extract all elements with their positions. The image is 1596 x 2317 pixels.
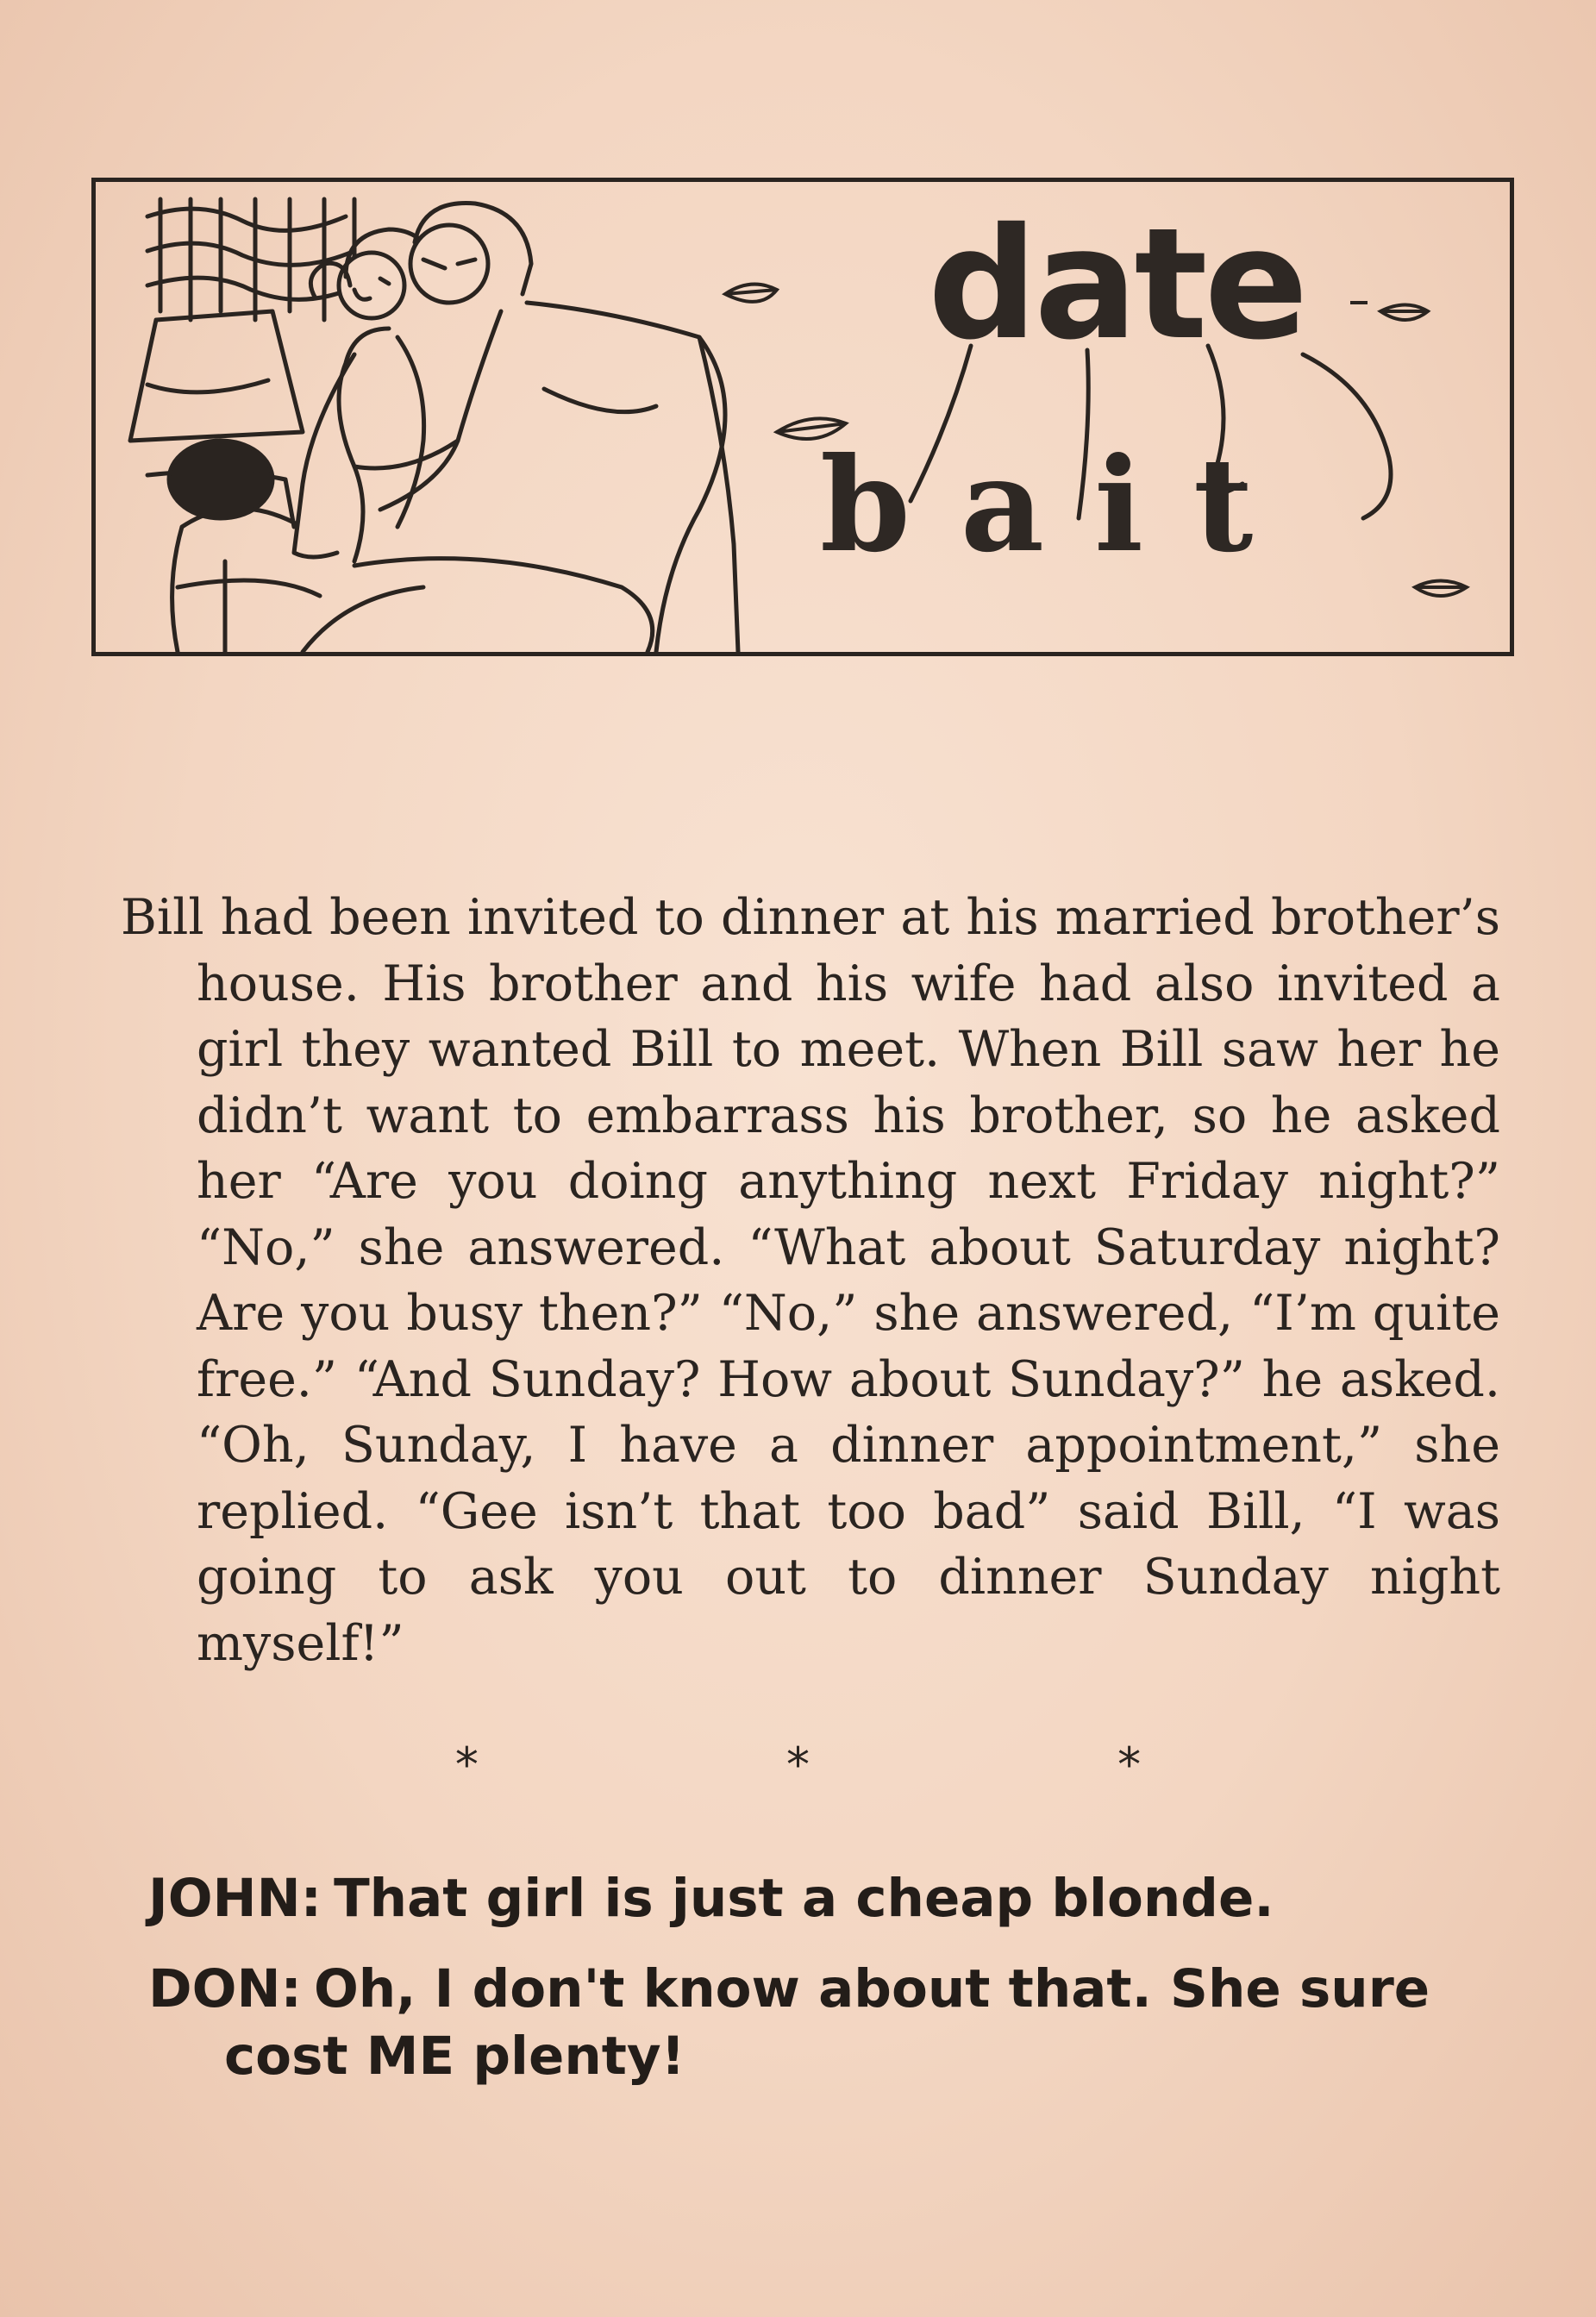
header-illustration-box: [91, 178, 1514, 656]
story-text: had been invited to dinner at his married brother’s house. His brother and his wife had also invited a girl they wanted Bill to meet. When Bill saw her he didn’t want to embarrass his brother, so he asked her “Are you doing anything next Friday night?” “No,” she answered. “What about Saturday night? Are you busy then?” “No,” she answered, “I’m quite free.” “And Sunday? How about Sunday?” he asked. “Oh, Sunday, I have a dinner appointment,” she replied. “Gee isn’t that too bad” said Bill, “I was going to ask you out to dinner Sunday night myself!”: [197, 889, 1500, 1672]
title-bait: bait: [820, 429, 1304, 581]
story-lead-word: Bill: [121, 889, 204, 946]
section-separator: * * *: [454, 1738, 1288, 1792]
story-paragraph: [121, 885, 1500, 1676]
dialog-don: [148, 1956, 1519, 2090]
don-line-continuation: cost ME plenty!: [224, 2026, 685, 2087]
john-line: That girl is just a cheap blonde.: [334, 1868, 1274, 1929]
title-date: date: [928, 195, 1305, 373]
don-line: Oh, I don't know about that. She sure: [313, 1958, 1430, 2020]
speaker-don: DON:: [148, 1958, 302, 2020]
dialog-john: [148, 1865, 1519, 1932]
speaker-john: JOHN:: [148, 1868, 322, 1929]
